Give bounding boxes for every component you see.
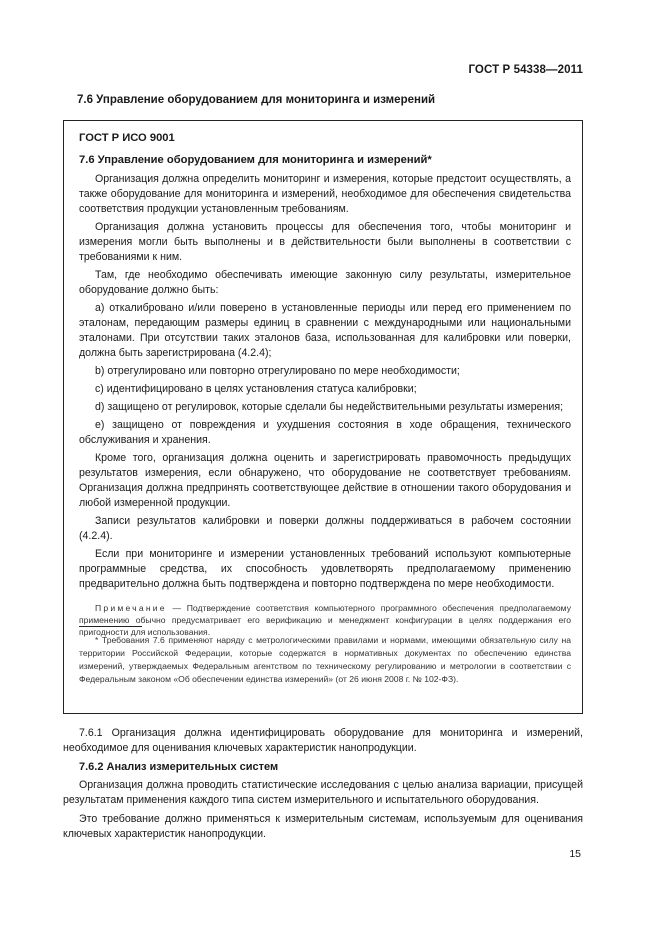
list-item-b: b) отрегулировано или повторно отрегулировано по мере необходимости;: [95, 365, 460, 377]
note-text: — Подтверждение соответствия компьютерного программного обеспечения предполагаемому применению обычно предусматривает его верификацию и менеджмент конфигурации в целях поддержания его пригодности для использования.: [79, 603, 571, 637]
footnote-divider: [79, 626, 142, 627]
section-heading: 7.6 Управление оборудованием для мониторинга и измерений: [77, 94, 436, 106]
paragraph: Записи результатов калибровки и поверки должны поддерживаться в рабочем состоянии (4.2.4).: [79, 515, 571, 542]
list-item-c: c) идентифицировано в целях установления статуса калибровки;: [95, 383, 417, 395]
body-text: [63, 726, 583, 846]
footnote: * Требования 7.6 применяют наряду с метрологическими правилами и нормами, имеющими обязательную силу на территории Российской Федерации, которые содержатся в нормативных документах по обеспечению единства измерений, утверждаемых Федеральным агентством по техническому регулированию и метрологии в соответствии с Федеральным законом «Об обеспечении единства измерений» (от 26 июня 2008 г. № 102-ФЗ).: [79, 635, 571, 684]
list-item-a: a) откалибровано и/или поверено в установленные периоды или перед его применением по эталонам, передающим размеры единиц в сравнении с международными или национальными эталонами. При отсутствии таких эталонов база, использованная для калибровки или поверки, должна быть зарегистрирована (4.2.4);: [79, 302, 571, 359]
quoted-standard-box: [63, 120, 583, 714]
list-item-d: d) защищено от регулировок, которые сделали бы недействительными результаты измерения;: [95, 401, 564, 413]
box-heading: 7.6 Управление оборудованием для мониторинга и измерений*: [79, 154, 432, 166]
quoted-standard-content: [79, 131, 571, 638]
paragraph: Если при мониторинге и измерении установленных требований используют компьютерные программные средства, их способность удовлетворять предполагаемому применению предварительно должна быть подтверждена и повторно подтверждена по мере необходимости.: [79, 548, 571, 590]
paragraph: Это требование должно применяться к измерительным системам, используемым для оценивания ключевых характеристик нанопродукции.: [63, 813, 583, 840]
note-label: Примечание: [95, 603, 167, 613]
paragraph-7-6-1: 7.6.1 Организация должна идентифицировать оборудование для мониторинга и измерений, необходимое для оценивания ключевых характеристик нанопродукции.: [63, 727, 583, 754]
paragraph: Организация должна проводить статистические исследования с целью анализа вариации, присущей результатам применения каждого типа систем измерительного и испытательного оборудования.: [63, 779, 583, 806]
paragraph: Там, где необходимо обеспечивать имеющие законную силу результаты, измерительное оборудование должно быть:: [79, 269, 571, 296]
list-item-e: e) защищено от повреждения и ухудшения состояния в ходе обращения, технического обслуживания и хранения.: [79, 419, 571, 446]
paragraph: Организация должна определить мониторинг и измерения, которые предстоит осуществлять, а также оборудование для мониторинга и измерений, необходимое для обеспечения свидетельства соответствия продукции установленным требованиям.: [79, 173, 571, 215]
paragraph: Организация должна установить процессы для обеспечения того, чтобы мониторинг и измерения могли быть выполнены и в действительности были выполнены в соответствии с требованиями к ним.: [79, 221, 571, 263]
subsection-heading: 7.6.2 Анализ измерительных систем: [79, 761, 279, 773]
page-number: 15: [569, 848, 581, 860]
note: [79, 602, 571, 638]
document-code: ГОСТ Р 54338—2011: [468, 64, 583, 76]
paragraph: Кроме того, организация должна оценить и зарегистрировать правомочность предыдущих результатов измерения, если обнаружено, что оборудование не соответствует требованиям. Организация должна предпринять соответствующее действие в отношении такого оборудования и любой измеренной продукции.: [79, 452, 571, 509]
standard-reference: ГОСТ Р ИСО 9001: [79, 132, 175, 144]
